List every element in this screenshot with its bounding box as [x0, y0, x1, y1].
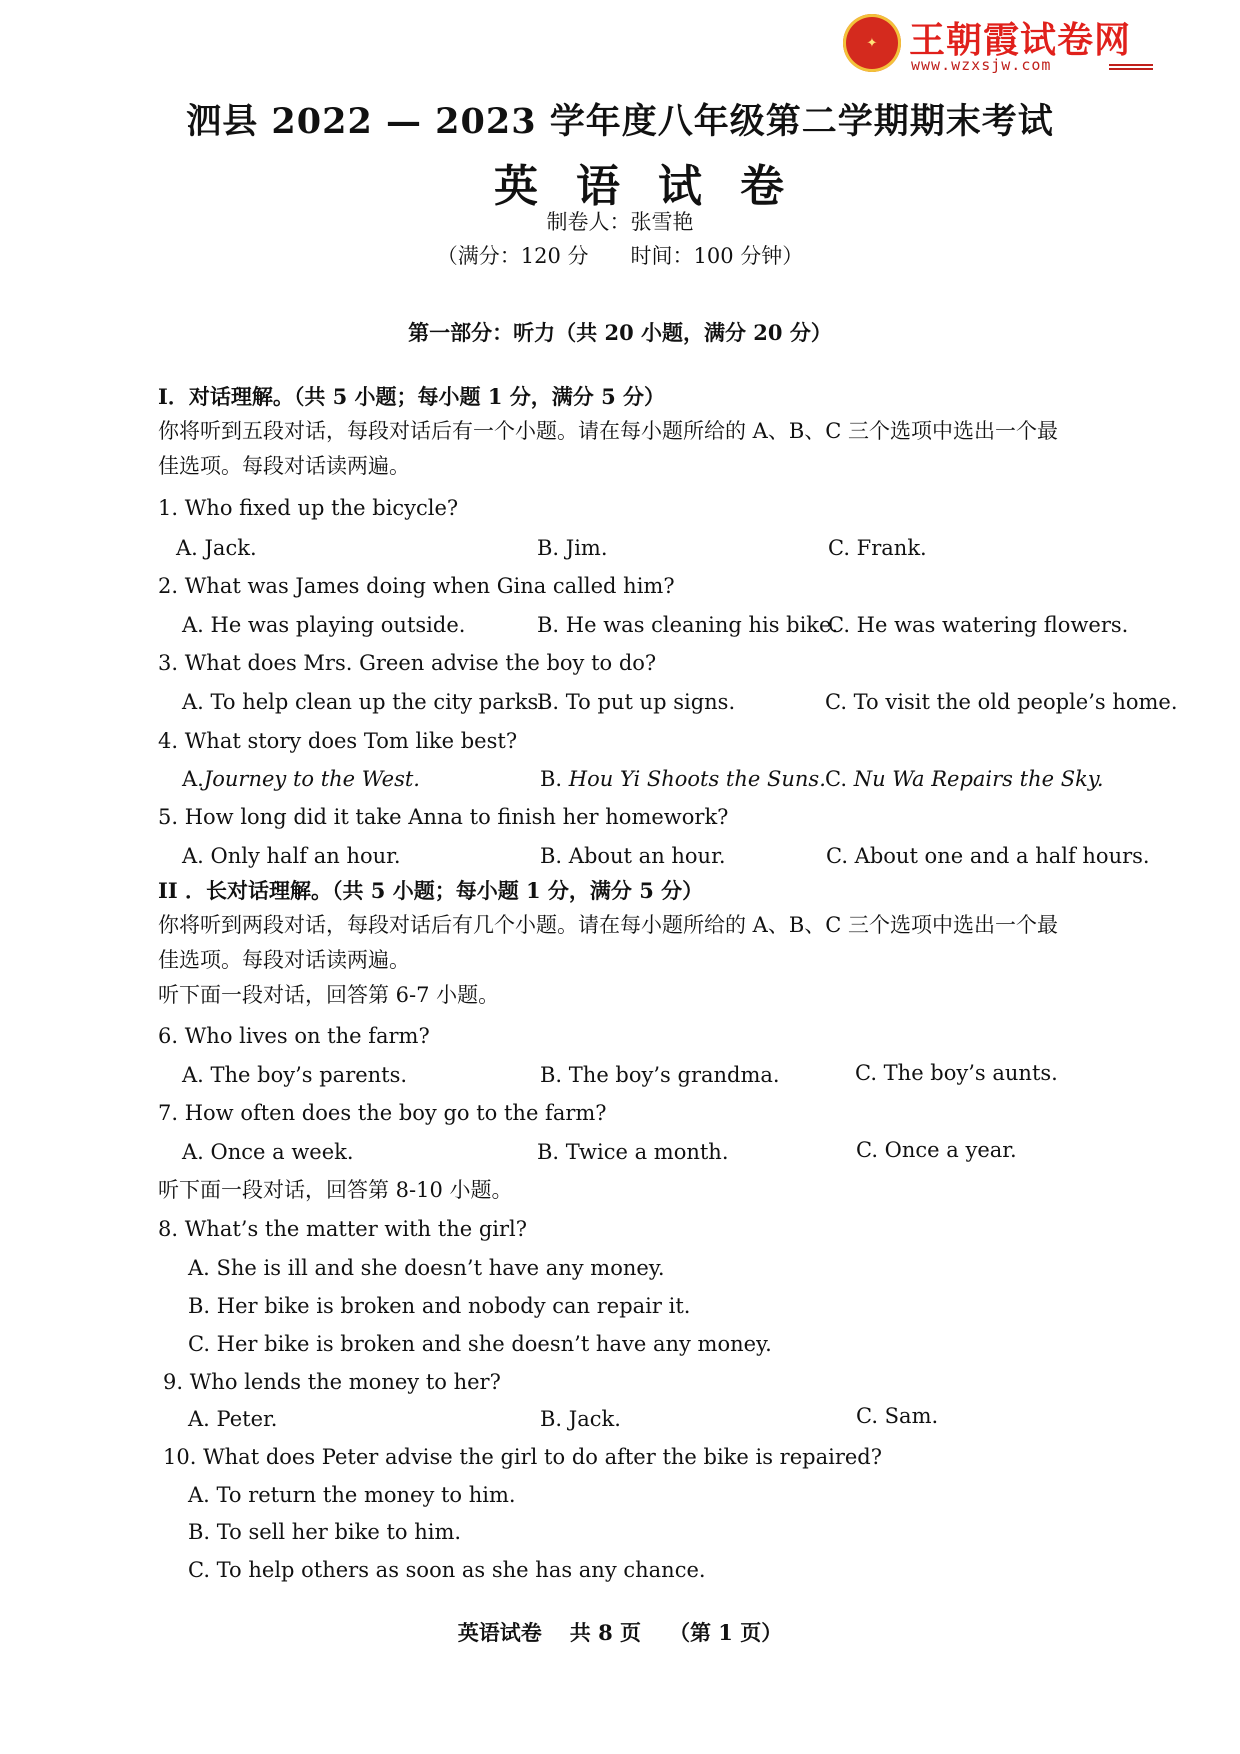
- q4-option-a-label: A.: [182, 767, 204, 791]
- question-10: 10. What does Peter advise the girl to do after the bike is repaired?: [163, 1445, 882, 1469]
- logo-url: www.wzxsjw.com: [911, 56, 1052, 74]
- q3-option-c: C. To visit the old people’s home.: [825, 690, 1178, 714]
- question-1: 1. Who fixed up the bicycle?: [158, 496, 459, 520]
- q2-option-a: A. He was playing outside.: [182, 613, 466, 637]
- author-line: 制卷人：张雪艳: [546, 210, 694, 234]
- q5-option-a: A. Only half an hour.: [182, 844, 401, 868]
- q8-option-b: B. Her bike is broken and nobody can repair it.: [188, 1294, 691, 1318]
- question-8: 8. What’s the matter with the girl?: [158, 1217, 527, 1241]
- q5-option-c: C. About one and a half hours.: [826, 844, 1150, 868]
- q3-option-a: A. To help clean up the city parks.: [182, 690, 545, 714]
- q4-option-c-label: C.: [825, 767, 847, 791]
- section2-instruction-1: 你将听到两段对话，每段对话后有几个小题。请在每小题所给的 A、B、C 三个选项中选出一个最: [158, 913, 1059, 937]
- section2-sub-instruction-2: 听下面一段对话，回答第 8-10 小题。: [158, 1178, 513, 1202]
- q2-option-b: B. He was cleaning his bike.: [537, 613, 839, 637]
- q3-option-b: B. To put up signs.: [537, 690, 736, 714]
- q6-option-b: B. The boy’s grandma.: [540, 1063, 780, 1087]
- question-6: 6. Who lives on the farm?: [158, 1024, 430, 1048]
- q9-option-c: C. Sam.: [856, 1404, 939, 1428]
- q7-option-b: B. Twice a month.: [537, 1140, 729, 1164]
- q8-option-c: C. Her bike is broken and she doesn’t have any money.: [188, 1332, 772, 1356]
- section2-instruction-2: 佳选项。每段对话读两遍。: [158, 948, 410, 972]
- page-footer: [0, 1617, 1240, 1647]
- q1-option-a: A. Jack.: [176, 536, 257, 560]
- subject-title: 英语试卷: [494, 161, 822, 212]
- section1-instruction-2: 佳选项。每段对话读两遍。: [158, 454, 410, 478]
- q4-option-a-title: Journey to the West.: [203, 767, 420, 791]
- q7-option-c: C. Once a year.: [856, 1138, 1017, 1162]
- part1-heading: 第一部分：听力（共 20 小题，满分 20 分）: [408, 320, 832, 345]
- q2-option-c: C. He was watering flowers.: [828, 613, 1129, 637]
- section2-sub-instruction-1: 听下面一段对话，回答第 6-7 小题。: [158, 983, 500, 1007]
- q4-option-b: [540, 765, 826, 793]
- q6-option-c: C. The boy’s aunts.: [855, 1061, 1058, 1085]
- q7-option-a: A. Once a week.: [182, 1140, 354, 1164]
- site-logo[interactable]: [843, 10, 1158, 74]
- question-7: 7. How often does the boy go to the farm?: [158, 1101, 607, 1125]
- q4-option-b-label: B.: [540, 767, 563, 791]
- q9-option-b: B. Jack.: [540, 1407, 621, 1431]
- q10-option-b: B. To sell her bike to him.: [188, 1520, 462, 1544]
- q1-option-c: C. Frank.: [828, 536, 927, 560]
- section1-instruction-1: 你将听到五段对话，每段对话后有一个小题。请在每小题所给的 A、B、C 三个选项中选出一个最: [158, 419, 1059, 443]
- question-2: 2. What was James doing when Gina called him?: [158, 574, 675, 598]
- section1-heading: I．对话理解。（共 5 小题；每小题 1 分，满分 5 分）: [158, 384, 666, 409]
- question-3: 3. What does Mrs. Green advise the boy to do?: [158, 651, 657, 675]
- footer-subject: 英语试卷: [457, 1620, 542, 1645]
- question-5: 5. How long did it take Anna to finish her homework?: [158, 805, 729, 829]
- q6-option-a: A. The boy’s parents.: [182, 1063, 408, 1087]
- q10-option-a: A. To return the money to him.: [188, 1483, 516, 1507]
- q4-option-c: [825, 765, 1104, 793]
- exam-title: 泗县 2022 — 2023 学年度八年级第二学期期末考试: [186, 101, 1054, 142]
- section2-heading: II ．长对话理解。（共 5 小题；每小题 1 分，满分 5 分）: [158, 878, 704, 903]
- question-4: 4. What story does Tom like best?: [158, 729, 518, 753]
- q9-option-a: A. Peter.: [188, 1407, 278, 1431]
- score-time-line: （满分：120 分 时间：100 分钟）: [436, 244, 804, 268]
- q8-option-a: A. She is ill and she doesn’t have any money.: [188, 1256, 665, 1280]
- q10-option-c: C. To help others as soon as she has any chance.: [188, 1558, 706, 1582]
- logo-underline: [1109, 64, 1153, 66]
- q4-option-a: [182, 765, 420, 793]
- footer-page-number: （第 1 页）: [669, 1620, 783, 1645]
- q4-option-c-title: Nu Wa Repairs the Sky.: [853, 767, 1104, 791]
- q4-option-b-title: Hou Yi Shoots the Suns.: [568, 767, 826, 791]
- footer-total-pages: 共 8 页: [569, 1620, 641, 1645]
- logo-emblem-icon: ✦: [843, 14, 901, 72]
- q5-option-b: B. About an hour.: [540, 844, 726, 868]
- logo-name: 王朝霞试卷网: [909, 20, 1132, 61]
- q1-option-b: B. Jim.: [537, 536, 608, 560]
- question-9: 9. Who lends the money to her?: [163, 1370, 501, 1394]
